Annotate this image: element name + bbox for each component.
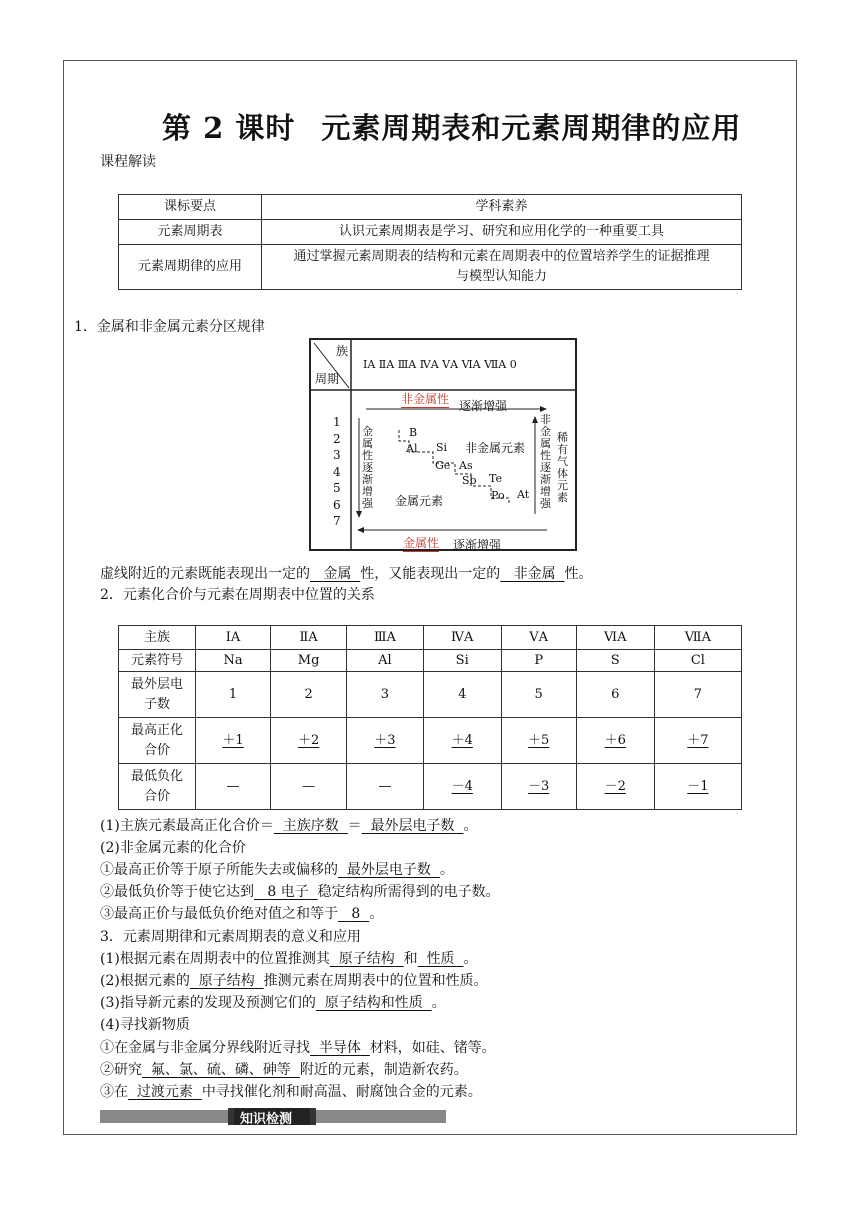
table-header: 学科素养 bbox=[262, 195, 742, 220]
noble-vertical-char: 体 bbox=[557, 467, 568, 480]
banner-label: 知识检测 bbox=[240, 1112, 293, 1127]
table-cell: ⅥA bbox=[576, 626, 654, 650]
period-number: 1 bbox=[333, 415, 341, 429]
right-vertical-char: 性 bbox=[540, 449, 551, 462]
period-number: 4 bbox=[333, 464, 341, 479]
answer-blank: 8 电子 bbox=[267, 884, 309, 900]
table-cell: －4 bbox=[423, 764, 501, 810]
left-vertical-char: 性 bbox=[362, 449, 373, 462]
table-cell: 最高正化 合价 bbox=[119, 718, 196, 764]
section2-heading: 2．元素化合价与元素在周期表中位置的关系 bbox=[100, 587, 375, 603]
banner-left-bar bbox=[100, 1110, 234, 1123]
table-cell: ＋4 bbox=[423, 718, 501, 764]
app-3: (3)指导新元素的发现及预测它们的 原子结构和性质 。 bbox=[100, 995, 446, 1011]
period-number: 6 bbox=[333, 497, 341, 512]
answer-blank: 性质 bbox=[426, 951, 455, 967]
answer-blank: 半导体 bbox=[318, 1040, 361, 1056]
right-vertical-char: 逐 bbox=[540, 461, 551, 474]
answer-blank: 非金属 bbox=[513, 566, 556, 582]
table-cell: 6 bbox=[576, 672, 654, 718]
answer-blank: 氟、氯、硫、磷、砷等 bbox=[150, 1062, 291, 1078]
table-cell: ＋2 bbox=[271, 718, 347, 764]
corner-group-label: 族 bbox=[336, 344, 349, 358]
element-label: B bbox=[409, 426, 418, 439]
table-cell: ＋3 bbox=[347, 718, 424, 764]
table-cell: — bbox=[196, 764, 271, 810]
noble-vertical-char: 稀 bbox=[557, 431, 568, 444]
app-4-3: ③在 过渡元素 中寻找催化剂和耐高温、耐腐蚀合金的元素。 bbox=[100, 1084, 482, 1100]
right-vertical-char: 渐 bbox=[540, 473, 551, 486]
right-vertical-char: 增 bbox=[540, 485, 551, 498]
table-cell: Na bbox=[196, 650, 271, 672]
left-vertical-char: 逐 bbox=[362, 461, 373, 474]
table-header-row bbox=[119, 195, 742, 220]
section3-heading: 3．元素周期律和元素周期表的意义和应用 bbox=[100, 929, 361, 945]
table-cell: P bbox=[501, 650, 576, 672]
table-cell: 7 bbox=[654, 672, 741, 718]
table-row bbox=[119, 220, 742, 245]
left-vertical-char: 强 bbox=[362, 497, 373, 510]
table-cell: ＋7 bbox=[654, 718, 741, 764]
table-cell: ⅣA bbox=[423, 626, 501, 650]
rule-1: (1)主族元素最高正化合价＝ 主族序数 ＝ 最外层电子数 。 bbox=[100, 818, 478, 834]
top-arrow-head bbox=[540, 406, 547, 412]
element-label: Al bbox=[406, 442, 418, 455]
section1-heading: 1．金属和非金属元素分区规律 bbox=[74, 319, 265, 335]
table-row bbox=[119, 626, 742, 650]
left-vertical-char: 属 bbox=[362, 437, 373, 450]
corner-period-label: 周期 bbox=[315, 372, 340, 386]
right-vertical-char: 属 bbox=[540, 437, 551, 450]
course-label: 课程解读 bbox=[100, 154, 156, 170]
period-number: 2 bbox=[333, 431, 341, 446]
table-cell: ⅡA bbox=[271, 626, 347, 650]
answer-blank: 最外层电子数 bbox=[370, 818, 455, 834]
table-row bbox=[119, 764, 742, 810]
app-1: (1)根据元素在周期表中的位置推测其 原子结构 和 性质 。 bbox=[100, 951, 478, 967]
table-cell: ⅠA bbox=[196, 626, 271, 650]
dashed-line-note: 虚线附近的元素既能表现出一定的 金属 性，又能表现出一定的 非金属 性。 bbox=[100, 566, 593, 582]
table-cell: ＋6 bbox=[576, 718, 654, 764]
rule-2-3: ③最高正价与最低负价绝对值之和等于 8 。 bbox=[100, 906, 384, 922]
table-cell: Mg bbox=[271, 650, 347, 672]
rule-2: (2)非金属元素的化合价 bbox=[100, 840, 246, 856]
left-vertical-char: 渐 bbox=[362, 473, 373, 486]
table-cell: 主族 bbox=[119, 626, 196, 650]
noble-vertical-char: 气 bbox=[557, 455, 568, 468]
table-cell: ＋5 bbox=[501, 718, 576, 764]
table-cell: 最低负化 合价 bbox=[119, 764, 196, 810]
periodic-diagram bbox=[309, 338, 577, 551]
table-row bbox=[119, 650, 742, 672]
right-vertical-char: 强 bbox=[540, 497, 551, 510]
left-arrow-head bbox=[356, 511, 362, 518]
left-vertical-char: 增 bbox=[362, 485, 373, 498]
valence-table bbox=[118, 625, 742, 810]
table-cell: 1 bbox=[196, 672, 271, 718]
page-title: 第 2 课时 元素周期表和元素周期律的应用 bbox=[162, 111, 742, 145]
table-header: 课标要点 bbox=[119, 195, 262, 220]
table-row bbox=[119, 672, 742, 718]
table-cell: 认识元素周期表是学习、研究和应用化学的一种重要工具 bbox=[262, 220, 742, 245]
element-label: Si bbox=[436, 441, 448, 454]
group-headers: ⅠA ⅡA ⅢA ⅣA ⅤA ⅥA ⅦA 0 bbox=[363, 358, 517, 371]
element-label: Ge bbox=[435, 459, 451, 472]
left-vertical-char: 金 bbox=[362, 425, 373, 438]
noble-vertical-char: 素 bbox=[557, 491, 568, 504]
table-cell: S bbox=[576, 650, 654, 672]
rule-2-2: ②最低负价等于使它达到 8 电子 稳定结构所需得到的电子数。 bbox=[100, 884, 500, 900]
answer-blank: 8 bbox=[351, 906, 361, 922]
table-cell: 3 bbox=[347, 672, 424, 718]
table-cell: — bbox=[347, 764, 424, 810]
table-cell: ⅤA bbox=[501, 626, 576, 650]
table-cell: －1 bbox=[654, 764, 741, 810]
table-cell: — bbox=[271, 764, 347, 810]
table-cell: －3 bbox=[501, 764, 576, 810]
top-label: 逐渐增强 bbox=[459, 399, 508, 413]
answer-blank: 原子结构 bbox=[198, 973, 255, 989]
table-cell: Cl bbox=[654, 650, 741, 672]
table-row bbox=[119, 245, 742, 290]
app-4-2: ②研究 氟、氯、硫、磷、砷等 附近的元素，制造新农药。 bbox=[100, 1062, 468, 1078]
element-label: Sb bbox=[462, 474, 477, 487]
table-cell: 通过掌握元素周期表的结构和元素在周期表中的位置培养学生的证据推理与模型认知能力 bbox=[262, 245, 742, 290]
app-4: (4)寻找新物质 bbox=[100, 1017, 190, 1033]
element-label: At bbox=[517, 488, 530, 501]
period-number: 7 bbox=[333, 514, 341, 528]
app-2: (2)根据元素的 原子结构 推测元素在周期表中的位置和性质。 bbox=[100, 973, 488, 989]
answer-blank: 过渡元素 bbox=[136, 1084, 193, 1100]
table-cell: ⅢA bbox=[347, 626, 424, 650]
table-cell: －2 bbox=[576, 764, 654, 810]
table-cell: 2 bbox=[271, 672, 347, 718]
table-cell: ＋1 bbox=[196, 718, 271, 764]
right-arrow-head bbox=[532, 416, 538, 423]
nonmetal-label: 非金属元素 bbox=[465, 441, 526, 455]
answer-blank: 主族序数 bbox=[282, 818, 339, 834]
table-cell: ⅦA bbox=[654, 626, 741, 650]
top-label-red: 非金属性 bbox=[401, 392, 450, 406]
banner-right-cap bbox=[310, 1108, 316, 1125]
table-cell: Si bbox=[423, 650, 501, 672]
table-cell: 5 bbox=[501, 672, 576, 718]
period-number: 3 bbox=[333, 448, 341, 462]
app-4-1: ①在金属与非金属分界线附近寻找 半导体 材料，如硅、锗等。 bbox=[100, 1040, 496, 1056]
table-cell: 最外层电 子数 bbox=[119, 672, 196, 718]
bottom-label-red: 金属性 bbox=[403, 536, 440, 550]
answer-blank: 金属 bbox=[323, 566, 352, 582]
right-vertical-char: 非 bbox=[540, 413, 551, 426]
table-row bbox=[119, 718, 742, 764]
element-label: Po bbox=[491, 489, 505, 502]
table-cell: 4 bbox=[423, 672, 501, 718]
element-label: As bbox=[459, 459, 473, 472]
period-number: 5 bbox=[333, 481, 341, 495]
banner-right-bar bbox=[316, 1110, 446, 1123]
banner-left-cap bbox=[228, 1108, 234, 1125]
element-label: Te bbox=[489, 472, 502, 485]
curriculum-table bbox=[118, 194, 742, 290]
table-cell: 元素周期律的应用 bbox=[119, 245, 262, 290]
answer-blank: 原子结构 bbox=[338, 951, 395, 967]
right-vertical-char: 金 bbox=[540, 425, 551, 438]
table-cell: 元素周期表 bbox=[119, 220, 262, 245]
bottom-label: 逐渐增强 bbox=[453, 538, 502, 552]
noble-vertical-char: 有 bbox=[557, 443, 568, 456]
bottom-arrow-head bbox=[357, 527, 364, 533]
answer-blank: 原子结构和性质 bbox=[324, 995, 423, 1011]
noble-vertical-char: 元 bbox=[557, 479, 568, 492]
table-cell: 元素符号 bbox=[119, 650, 196, 672]
answer-blank: 最外层电子数 bbox=[346, 862, 431, 878]
rule-2-1: ①最高正价等于原子所能失去或偏移的 最外层电子数 。 bbox=[100, 862, 454, 878]
table-cell: Al bbox=[347, 650, 424, 672]
metal-label: 金属元素 bbox=[395, 494, 444, 508]
